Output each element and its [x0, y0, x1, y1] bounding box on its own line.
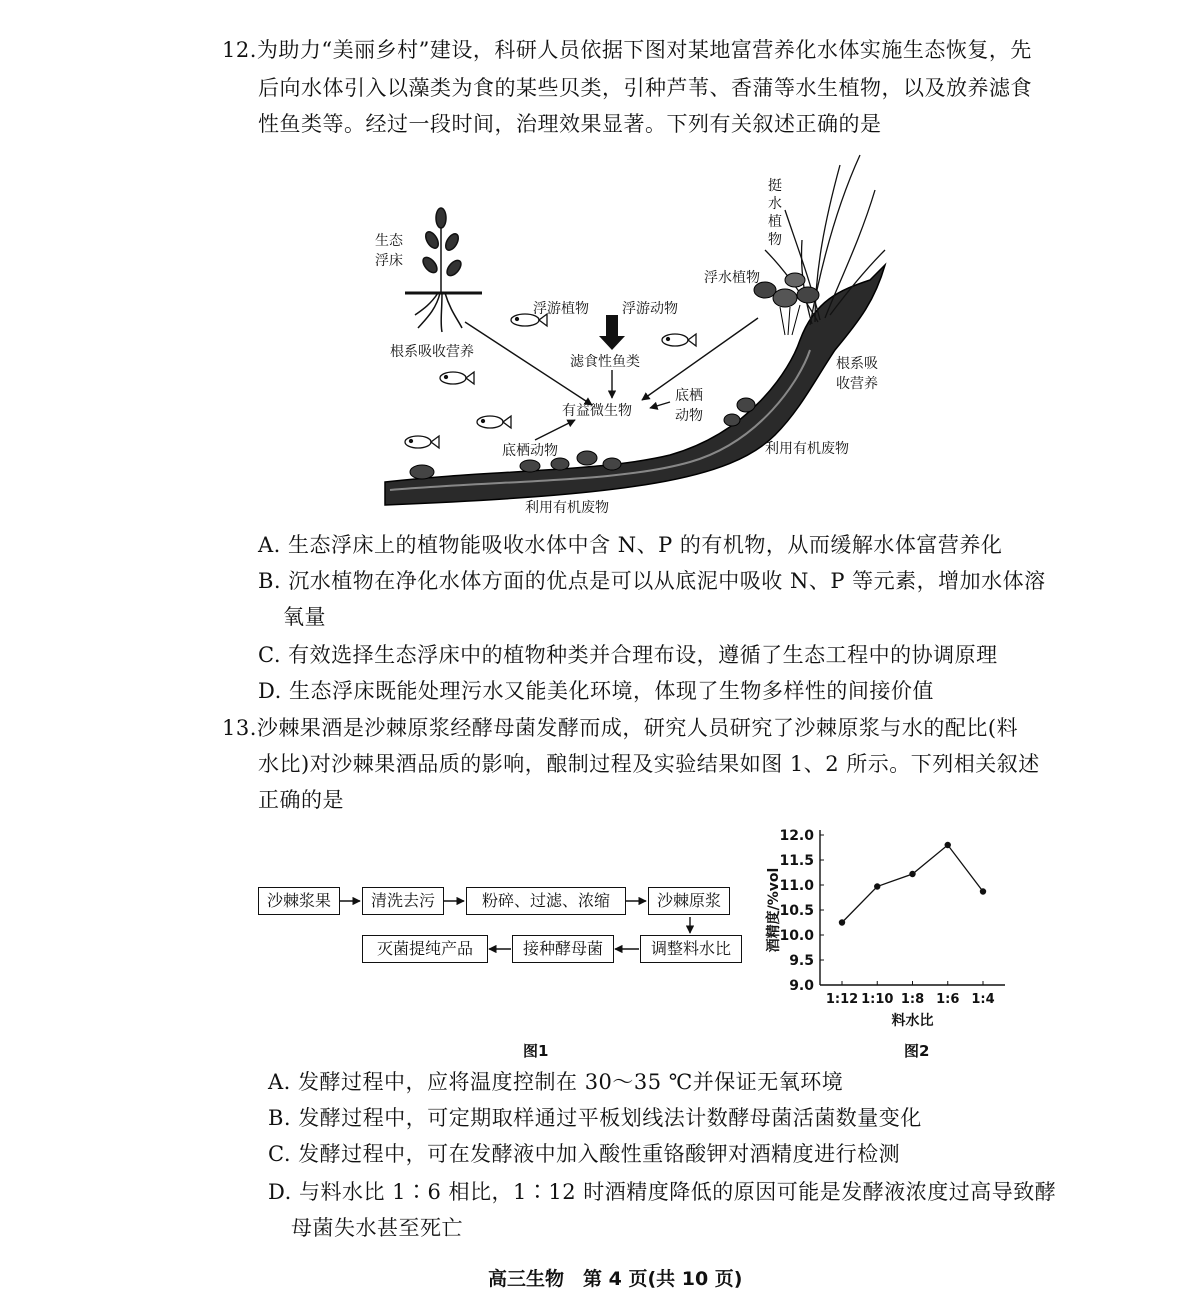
y-tick-label: 9.0	[789, 978, 814, 994]
q12-stem-line2: 后向水体引入以藻类为食的某些贝类，引种芦苇、香蒲等水生植物，以及放养滤食	[258, 76, 1032, 100]
figure1-caption: 图1	[523, 1042, 549, 1060]
data-point	[945, 842, 951, 848]
y-tick-label: 10.0	[779, 928, 814, 944]
q13-option-a: A. 发酵过程中，应将温度控制在 30～35 ℃并保证无氧环境	[268, 1070, 844, 1094]
label-float-bed-1: 生态	[375, 233, 403, 249]
label-microbes: 有益微生物	[562, 403, 632, 419]
q12-option-d: D. 生态浮床既能处理污水又能美化环境，体现了生物多样性的间接价值	[258, 679, 934, 703]
flow-step-1: 沙棘浆果	[258, 887, 340, 915]
label-benthic-right-1: 底栖	[675, 388, 703, 404]
flow-step-6: 接种酵母菌	[512, 935, 614, 963]
data-point	[874, 883, 880, 889]
page-footer: 高三生物 第 4 页(共 10 页)	[488, 1268, 743, 1290]
label-waste-right: 利用有机废物	[765, 441, 849, 457]
data-point	[839, 919, 845, 925]
x-tick-label: 1:10	[861, 992, 894, 1007]
label-floating-plants: 浮水植物	[704, 270, 760, 286]
label-filter-fish: 滤食性鱼类	[570, 354, 640, 370]
q13-option-d-line2: 母菌失水甚至死亡	[291, 1216, 463, 1240]
y-tick-label: 9.5	[789, 953, 814, 969]
flow-step-2: 清洗去污	[362, 887, 444, 915]
data-point	[909, 871, 915, 877]
float-bed-plant	[405, 208, 482, 332]
fish-group	[405, 314, 696, 448]
y-axis-label: 酒精度/%vol	[766, 867, 782, 953]
bold-down-arrow	[599, 315, 625, 350]
flow-step-3: 粉碎、过滤、浓缩	[466, 887, 626, 915]
label-phytoplankton: 浮游植物	[533, 301, 589, 317]
series-line	[842, 845, 983, 923]
q12-option-a: A. 生态浮床上的植物能吸收水体中含 N、P 的有机物，从而缓解水体富营养化	[258, 533, 1003, 557]
label-float-bed-2: 浮床	[375, 253, 403, 269]
label-benthic-bottom: 底栖动物	[502, 443, 558, 459]
x-tick-label: 1:4	[971, 992, 995, 1007]
label-emergent-4: 物	[768, 232, 782, 248]
label-root-absorb-right-2: 收营养	[836, 376, 878, 392]
label-benthic-right-2: 动物	[675, 408, 703, 424]
x-axis-label: 料水比	[891, 1013, 934, 1029]
data-point	[980, 888, 986, 894]
x-tick-label: 1:6	[936, 992, 960, 1007]
q13-stem-line2: 水比)对沙棘果酒品质的影响，酿制过程及实验结果如图 1、2 所示。下列相关叙述	[258, 752, 1040, 776]
figure2-caption: 图2	[904, 1042, 930, 1060]
flow-arrows	[250, 880, 750, 980]
y-tick-label: 12.0	[779, 828, 814, 844]
label-emergent-1: 挺	[768, 178, 782, 194]
x-tick-label: 1:12	[825, 992, 859, 1007]
q13-stem-line1: 13.沙棘果酒是沙棘原浆经酵母菌发酵而成，研究人员研究了沙棘原浆与水的配比(料	[222, 716, 1019, 740]
flow-step-5: 调整料水比	[640, 935, 742, 963]
q13-option-d-line1: D. 与料水比 1∶6 相比，1∶12 时酒精度降低的原因可能是发酵液浓度过高导致酵	[268, 1180, 1057, 1204]
q12-option-c: C. 有效选择生态浮床中的植物种类并合理布设，遵循了生态工程中的协调原理	[258, 643, 998, 667]
flow-step-7: 灭菌提纯产品	[362, 935, 488, 963]
q13-stem-line3: 正确的是	[258, 788, 344, 812]
label-waste-bottom: 利用有机废物	[525, 500, 609, 516]
q12-option-b-line1: B. 沉水植物在净化水体方面的优点是可以从底泥中吸收 N、P 等元素，增加水体溶	[258, 569, 1046, 593]
y-tick-label: 11.5	[779, 853, 814, 869]
q12-stem-line3: 性鱼类等。经过一段时间，治理效果显著。下列有关叙述正确的是	[258, 112, 882, 136]
alcohol-chart	[760, 820, 1020, 1060]
q12-option-b-line2: 氧量	[283, 605, 326, 629]
q12-stem-line1: 12.为助力“美丽乡村”建设，科研人员依据下图对某地富营养化水体实施生态恢复，先	[222, 38, 1032, 62]
y-tick-label: 11.0	[779, 878, 814, 894]
label-zooplankton: 浮游动物	[622, 301, 678, 317]
label-root-absorb-right-1: 根系吸	[836, 356, 878, 372]
q13-option-b: B. 发酵过程中，可定期取样通过平板划线法计数酵母菌活菌数量变化	[268, 1106, 922, 1130]
x-tick-label: 1:8	[900, 992, 925, 1007]
ecology-diagram	[370, 150, 900, 520]
label-root-absorb-left: 根系吸收营养	[390, 344, 474, 360]
q13-option-c: C. 发酵过程中，可在发酵液中加入酸性重铬酸钾对酒精度进行检测	[268, 1142, 901, 1166]
label-emergent-2: 水	[768, 196, 782, 212]
label-emergent-3: 植	[768, 214, 782, 230]
y-tick-label: 10.5	[779, 903, 814, 919]
flow-step-4: 沙棘原浆	[648, 887, 730, 915]
